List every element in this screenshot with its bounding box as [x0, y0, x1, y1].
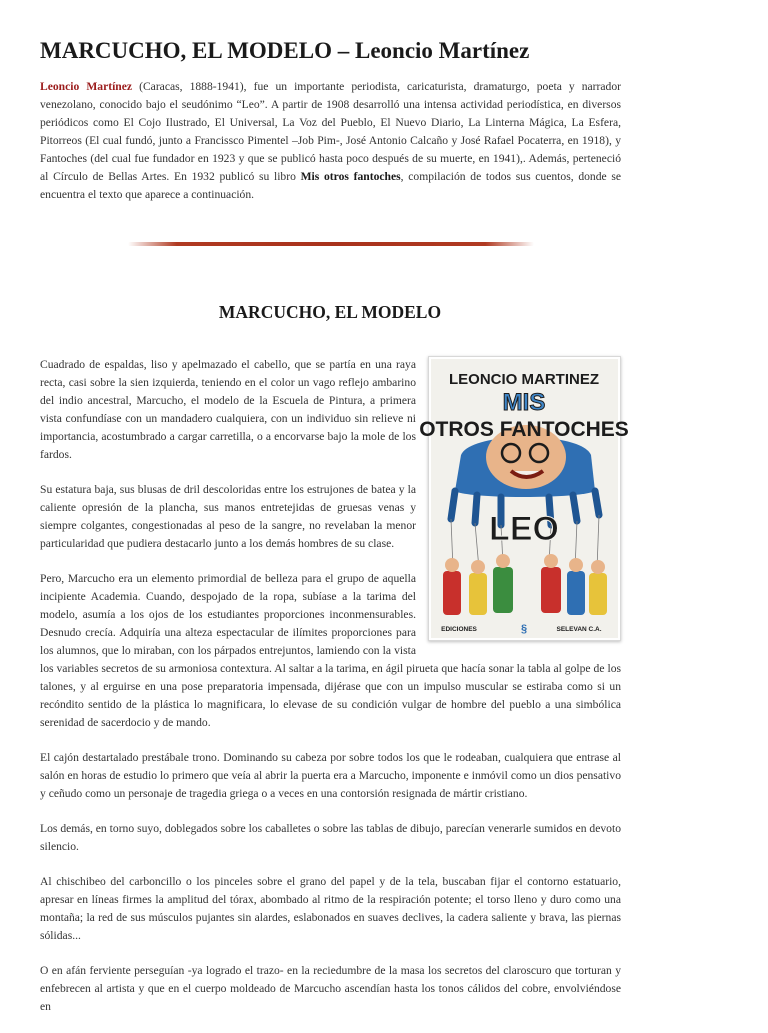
story-body	[40, 356, 629, 1033]
cover-publisher-left: EDICIONES	[441, 626, 477, 633]
publisher-logo-icon: §	[520, 623, 528, 635]
book-cover-image[interactable]	[419, 356, 629, 641]
book-cover-illustration	[419, 359, 629, 638]
story-paragraph-7: O en afán ferviente perseguían -ya logrado el trazo- en la reciedumbre de la masa los secretos del claroscuro que torturan y enfebrecen al artista y que en el cuerpo moldeado de Marcucho ascendían hasta los tonos cálidos del cobre, envolviéndose en	[40, 964, 621, 1013]
cover-title-mis: MIS	[502, 389, 546, 416]
cover-title-main: OTROS FANTOCHES	[419, 418, 629, 441]
story-paragraph-1: Cuadrado de espaldas, liso y apelmazado el cabello, que se partía en una raya recta, casi sobre la sien izquierda, teniendo en el color un vago reflejo ambarino del indio ancestral, Marcucho, el modelo de la Escuela de Pintura, a primera vista confundíase con un mandadero cualquiera, con un individuo sin relieve ni importancia, acostumbrado a cargar carretilla, o a encorvarse bajo la mole de los fardos.	[40, 358, 416, 461]
cover-author: LEONCIO MARTINEZ	[449, 371, 599, 388]
story-paragraph-2: Su estatura baja, sus blusas de dril descoloridas entre los estrujones de batea y la caliente opresión de la plancha, sus manos entretejidas de gruesas venas y siempre colgantes, congestionadas al peso de la sangre, no revelaban la menor particularidad que pudiera destacarlo junto a los demás hombres de su clase.	[40, 483, 416, 550]
story-paragraph-4: El cajón destartalado prestábale trono. Dominando su cabeza por sobre todos los que le rodeaban, cualquiera que entrase al salón en horas de estudio lo primero que veía al abrir la puerta era a Marcucho, imponente e inmóvil como un dios pensativo y ceñudo como un personaje de tragedia griega o a veces en una contorsión resignada de mártir cristiano.	[40, 751, 621, 800]
cover-publisher-right: SELEVAN C.A.	[556, 626, 602, 633]
section-divider	[128, 242, 534, 246]
story-paragraph-6: Al chischibeo del carboncillo o los pinceles sobre el grano del papel y de la tela, buscaban fijar el contorno estatuario, apresar en líneas firmes la amplitud del tórax, abombado al ritmo de la respiración potente; el torso lleno y duro como una montaña; la red de sus músculos pujantes sin alardes, eslabonados en suaves declives, la cadera saliente y brava, las piernas sólidas...	[40, 875, 621, 942]
story-title: MARCUCHO, EL MODELO	[218, 302, 442, 322]
caricature-smile	[511, 471, 543, 477]
author-link[interactable]: Leoncio Martínez	[40, 80, 133, 93]
book-title: Mis otros fantoches	[300, 170, 401, 183]
intro-paragraph	[40, 78, 621, 204]
cover-leo: LEO	[489, 510, 559, 548]
story-paragraph-5: Los demás, en torno suyo, doblegados sobre los caballetes o sobre las tablas de dibujo, parecían venerarle sumidos en devoto silencio.	[40, 822, 621, 853]
intro-text-1: (Caracas, 1888-1941), fue un importante periodista, caricaturista, dramaturgo, poeta y narrador venezolano, conocido bajo el seudónimo “Leo”. A partir de 1908 desarrolló una intensa actividad periodística, en diversos periódicos como El Cojo Ilustrado, El Universal, La Voz del Pueblo, El Nuevo Diario, La Linterna Mágica, La Esfera, Pitorreos (El cual fundó, junto a Francissco Pimentel –Job Pim-, José Antonio Calcaño y José Rafael Pocaterra, en 1918), y Fantoches (del cual fue fundador en 1923 y que se publicó hasta poco después de su muerte, en 1941),. Además, perteneció al Círculo de Bellas Artes. En 1932 publicó su libro	[40, 80, 621, 183]
intro-text-2: , compilación de todos sus cuentos, donde se encuentra el texto que aparece a continuación.	[40, 170, 622, 201]
page-title: MARCUCHO, EL MODELO – Leoncio Martínez	[40, 38, 530, 63]
story-paragraph-3: Pero, Marcucho era un elemento primordial de belleza para el grupo de aquella incipiente Academia. Cuando, despojado de la ropa, subíase a la tarima del modelo, asumía a los ojos de los estudiantes proporciones inconmensurables. Desnudo crecía. Adquiría una alteza espectacular de ilímites proporciones para los alumnos, que lo miraban, con los párpados entrejuntos, lamiendo con la vista los variables secretos de su armoniosa contextura. Al saltar a la tarima, en ágil pirueta que hacía sonar la tabla al golpe de los talones, y al erguirse en una pose preparatoria impensada, dijérase que con un impulso muscular se estiraba como si un recóndito sentido de la plástica lo magnificara, lo elevase de su condición vulgar de hombre del pueblo a una simbólica serenidad de sacerdocio y de mando.	[40, 572, 621, 729]
